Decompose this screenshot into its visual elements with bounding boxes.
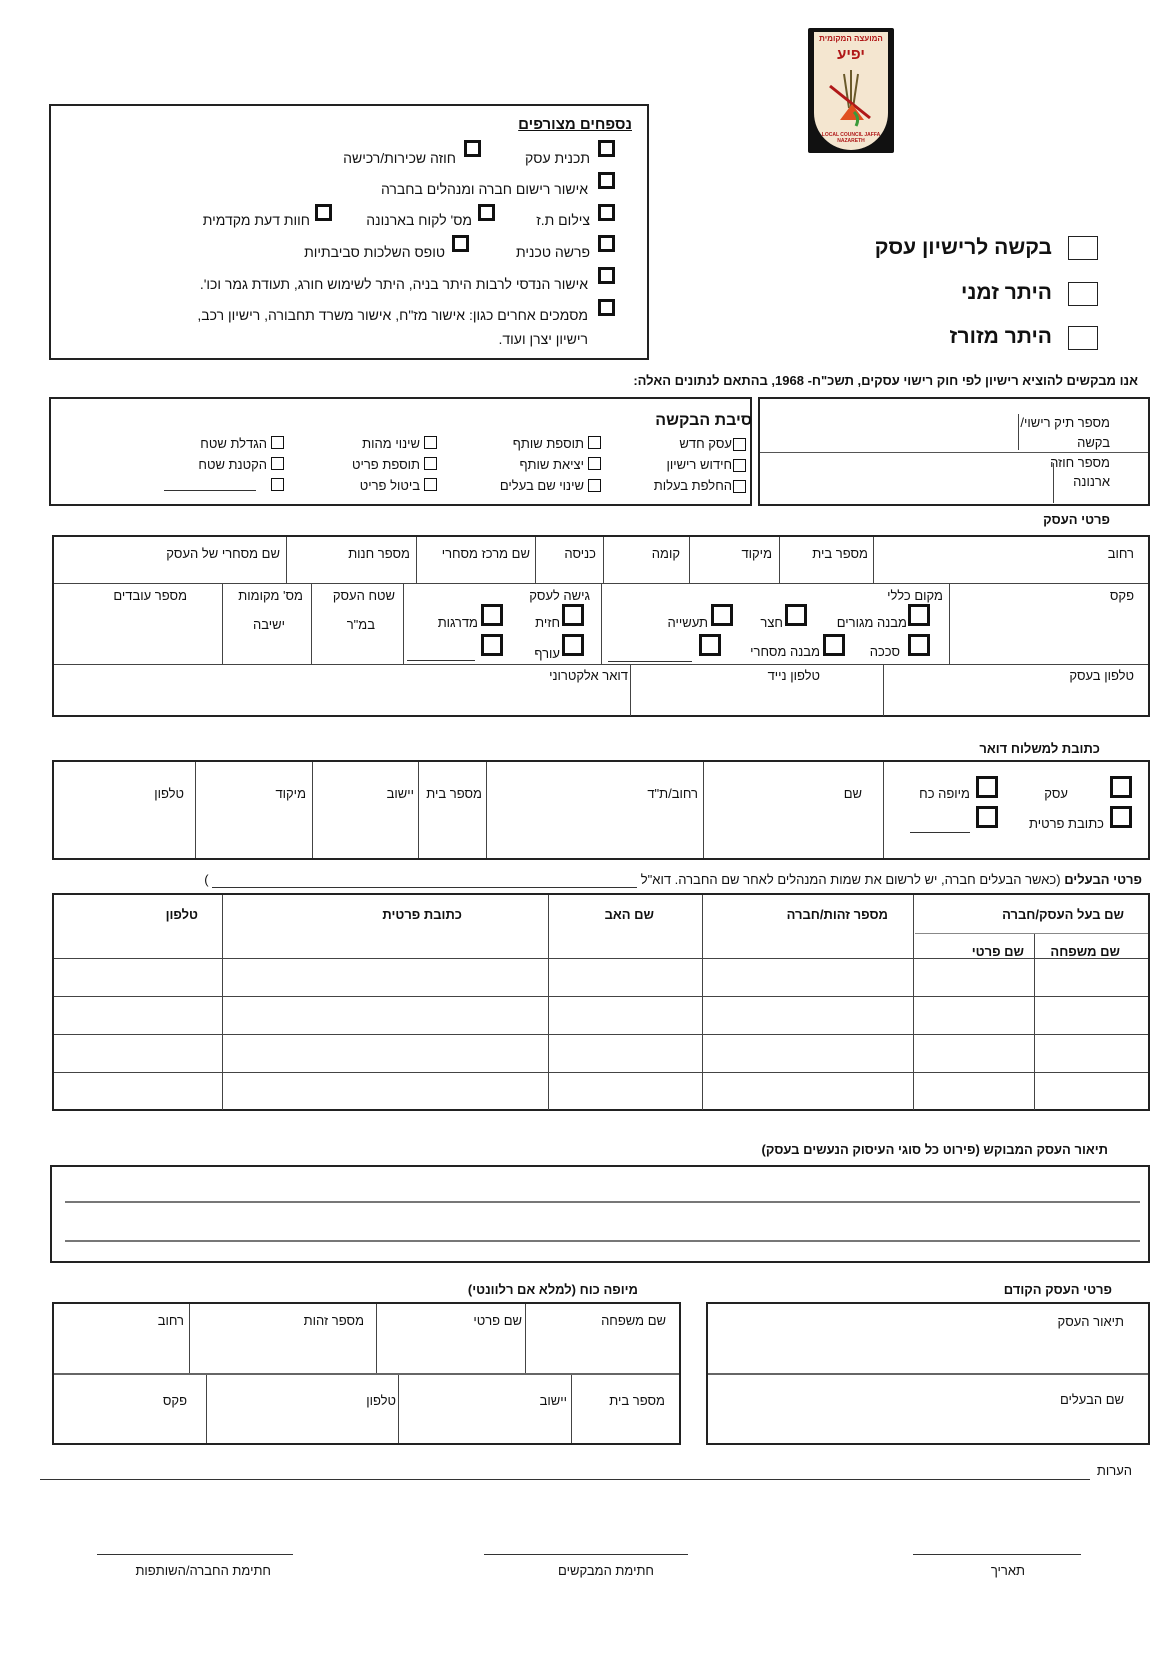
mail-to-private-label: כתובת פרטית: [1028, 816, 1104, 831]
reason-new-business-label: עסק חדש: [679, 436, 732, 451]
col-divider: [376, 1304, 377, 1373]
mail-city-label: יישוב: [386, 786, 414, 801]
previous-business-divider: [708, 1373, 1148, 1375]
col-divider: [779, 537, 780, 583]
col-divider: [571, 1375, 572, 1443]
location-yard-checkbox[interactable]: [785, 604, 807, 626]
other-documents-label-cont: רישיון יצרן ועוד.: [498, 331, 588, 347]
mail-to-private-checkbox[interactable]: [1110, 806, 1132, 828]
location-residential-label: מבנה מגורים: [836, 615, 907, 630]
owners-name-header: שם בעל העסק/חברה: [1002, 907, 1124, 922]
file-numbers-divider: [760, 452, 1148, 453]
mail-to-business-checkbox[interactable]: [1110, 776, 1132, 798]
company-registration-label: אישור רישום חברה ומנהלים בחברה: [380, 181, 588, 197]
owners-email-input[interactable]: [212, 872, 637, 888]
id-copy-label: צילום ת.ז: [536, 212, 590, 228]
owners-subheader-divider: [915, 933, 1148, 934]
company-signature-label: חתימת החברה/השותפות: [135, 1563, 271, 1578]
owners-table-row[interactable]: [54, 998, 1148, 1033]
location-commercial-checkbox[interactable]: [823, 634, 845, 656]
owners-phone-header: טלפון: [165, 907, 198, 922]
location-shed-label: סככה: [869, 644, 900, 659]
expedited-permit-checkbox[interactable]: [1068, 326, 1098, 350]
location-industry-checkbox[interactable]: [711, 604, 733, 626]
owners-row-divider: [54, 1034, 1148, 1035]
col-divider: [601, 584, 602, 664]
mail-to-business-label: עסק: [1044, 786, 1068, 801]
request-license-checkbox[interactable]: [1068, 236, 1098, 260]
reason-ownership-change-label: החלפת בעלות: [653, 478, 732, 493]
reason-area-increase-label: הגדלת שטח: [200, 436, 267, 451]
reason-add-item-label: תוספת פריט: [351, 457, 420, 472]
license-file-input[interactable]: [762, 400, 1014, 448]
street-label: רחוב: [1107, 546, 1134, 561]
reason-nature-change-label: שינוי מהות: [362, 436, 420, 451]
proxy-row-divider: [54, 1373, 679, 1375]
temp-permit-checkbox[interactable]: [1068, 282, 1098, 306]
trade-name-label: שם מסחרי של העסק: [166, 546, 280, 561]
arnona-contract-label-line1: מספר חוזה: [1050, 455, 1110, 470]
mail-to-proxy-label: מיופה כח: [919, 786, 970, 801]
reason-renewal-label: חידוש רישיון: [666, 457, 732, 472]
temp-permit-label: היתר זמני: [960, 281, 1052, 304]
business-description-title: תיאור העסק המבוקש (פירוט כל סוגי העיסוק הנעשים בעסק): [761, 1142, 1108, 1157]
col-divider: [189, 1304, 190, 1373]
council-logo: [808, 28, 894, 153]
col-divider: [603, 537, 604, 583]
reason-nature-change-checkbox[interactable]: [424, 436, 437, 449]
location-other-input[interactable]: [608, 661, 692, 662]
license-file-label-line2: בקשה: [1077, 435, 1110, 450]
arnona-contract-label-line2: ארנונה: [1073, 474, 1110, 489]
logo-council-name: המועצה המקומית: [819, 34, 883, 43]
col-divider: [486, 762, 487, 858]
previous-owners-label: שם הבעלים: [1059, 1392, 1124, 1407]
reason-area-increase-checkbox[interactable]: [271, 436, 284, 449]
previous-business-title: פרטי העסק הקודם: [1003, 1282, 1112, 1297]
col-divider: [525, 1304, 526, 1373]
col-divider: [398, 1375, 399, 1443]
col-divider: [206, 1375, 207, 1443]
business-details-title: פרטי העסק: [1043, 512, 1110, 527]
reason-owner-name-change-label: שינוי שם בעלים: [499, 478, 584, 493]
employees-label: מספר עובדים: [113, 588, 187, 603]
location-other-checkbox[interactable]: [699, 634, 721, 656]
shop-number-label: מספר חנות: [348, 546, 410, 561]
license-file-divider: [1018, 414, 1019, 450]
mailing-address-title: כתובת למשלוח דואר: [979, 741, 1100, 756]
date-label: תאריך: [990, 1563, 1025, 1578]
col-divider: [883, 664, 884, 716]
col-divider: [630, 664, 631, 716]
email-input[interactable]: [56, 685, 626, 713]
license-file-label-line1: מספר תיק רישוי/: [1020, 415, 1110, 430]
reason-ownership-change-checkbox[interactable]: [733, 480, 746, 493]
reason-owner-name-change-checkbox[interactable]: [588, 479, 601, 492]
proxy-city-label: יישוב: [539, 1393, 567, 1408]
reason-area-decrease-checkbox[interactable]: [271, 457, 284, 470]
notes-label: הערות: [1096, 1463, 1132, 1478]
lease-contract-label: חוזה שכירות/רכישה: [343, 150, 456, 166]
other-documents-checkbox[interactable]: [598, 299, 615, 316]
business-phone-input[interactable]: [886, 685, 1096, 713]
access-label: גישה לעסק: [529, 588, 590, 603]
description-line-2[interactable]: [65, 1240, 1140, 1242]
owners-id-header: מספר זהות/חברה: [786, 907, 888, 922]
environmental-form-checkbox[interactable]: [452, 235, 469, 252]
col-divider: [883, 762, 884, 858]
arnona-contract-input[interactable]: [762, 456, 1050, 502]
floor-label: קומה: [651, 546, 680, 561]
business-area-unit: במ"ר: [346, 617, 375, 632]
location-commercial-label: מבנה מסחרי: [750, 644, 820, 659]
location-shed-checkbox[interactable]: [908, 634, 930, 656]
fax-label: פקס: [1109, 588, 1134, 603]
engineering-approval-label: אישור הנדסי לרבות היתר בניה, היתר לשימוש חורג, תעודת גמר וכו'.: [199, 276, 588, 292]
col-divider: [416, 537, 417, 583]
business-description-box: [50, 1165, 1150, 1263]
entrance-label: כניסה: [564, 546, 596, 561]
mail-zip-label: מיקוד: [275, 786, 306, 801]
owners-address-header: כתובת פרטית: [382, 907, 462, 922]
owners-table-row[interactable]: [54, 1074, 1148, 1109]
mail-to-other-input[interactable]: [910, 832, 970, 833]
attachments-title: נספחים מצורפים: [518, 116, 632, 133]
col-divider: [418, 762, 419, 858]
owners-firstname-subheader: שם פרטי: [971, 944, 1024, 959]
technical-brief-checkbox[interactable]: [598, 235, 615, 252]
owners-lastname-subheader: שם משפחה: [1050, 944, 1120, 959]
col-divider: [286, 537, 287, 583]
company-registration-checkbox[interactable]: [598, 172, 615, 189]
owners-row-divider: [54, 1072, 1148, 1073]
col-divider: [535, 537, 536, 583]
expedited-permit-label: היתר מזורז: [949, 325, 1052, 348]
request-reason-title: סיבת הבקשה: [655, 412, 752, 429]
date-input[interactable]: [913, 1554, 1081, 1555]
logo-caption: LOCAL COUNCIL JAFFA NAZARETH: [821, 132, 881, 144]
owners-row-divider: [54, 996, 1148, 997]
business-area-label: שטח העסק: [332, 588, 395, 603]
id-copy-checkbox[interactable]: [598, 204, 615, 221]
owners-title-bold: פרטי הבעלים: [1064, 872, 1142, 887]
reason-partner-exit-label: יציאת שותף: [519, 457, 584, 472]
previous-owners-input[interactable]: [710, 1410, 1146, 1442]
business-plan-checkbox[interactable]: [598, 140, 615, 157]
access-other-input[interactable]: [407, 660, 475, 661]
reason-add-item-checkbox[interactable]: [424, 457, 437, 470]
mail-to-proxy-checkbox[interactable]: [976, 776, 998, 798]
zip-label: מיקוד: [741, 546, 772, 561]
location-residential-checkbox[interactable]: [908, 604, 930, 626]
access-stairs-checkbox[interactable]: [481, 604, 503, 626]
commercial-center-label: שם מרכז מסחרי: [441, 546, 530, 561]
proxy-phone-label: טלפון: [366, 1393, 396, 1408]
mail-street-label: רחוב/ת"ד: [647, 786, 698, 801]
preliminary-opinion-label: חוות דעת מקדמית: [202, 212, 310, 228]
reason-partner-exit-checkbox[interactable]: [588, 457, 601, 470]
reason-other-checkbox[interactable]: [271, 478, 284, 491]
owners-table-row[interactable]: [54, 1036, 1148, 1071]
col-divider: [689, 537, 690, 583]
preliminary-opinion-checkbox[interactable]: [315, 204, 332, 221]
description-line-1[interactable]: [65, 1201, 1140, 1203]
reason-cancel-item-label: ביטול פריט: [359, 478, 420, 493]
applicants-signature-input[interactable]: [484, 1554, 688, 1555]
reason-new-business-checkbox[interactable]: [733, 438, 746, 451]
notes-input[interactable]: [40, 1479, 1090, 1480]
street-input[interactable]: [876, 562, 1096, 580]
seats-label-cont: ישיבה: [253, 617, 285, 632]
access-stairs-label: מדרגות: [437, 615, 478, 630]
proxy-fax-label: פקס: [162, 1393, 187, 1408]
seats-label: מס' מקומות: [238, 588, 303, 603]
col-divider: [403, 584, 404, 664]
col-divider: [222, 584, 223, 664]
mail-name-label: שם: [843, 786, 862, 801]
engineering-approval-checkbox[interactable]: [598, 267, 615, 284]
company-signature-input[interactable]: [97, 1554, 293, 1555]
owners-title-note: (כאשר הבעלים חברה, יש לרשום את שמות המנהלים לאחר שם החברה. דוא"ל: [640, 872, 1061, 887]
owners-table-row[interactable]: [54, 960, 1148, 995]
lease-contract-checkbox[interactable]: [464, 140, 481, 157]
access-front-label: חזית: [535, 615, 560, 630]
applicants-signature-label: חתימת המבקשים: [558, 1563, 654, 1578]
access-rear-label: עורף: [534, 646, 560, 661]
other-documents-label: מסמכים אחרים כגון: אישור מז"ח, אישור משרד תחבורה, רישיון רכב,: [197, 307, 588, 323]
proxy-house-number-label: מספר בית: [609, 1393, 665, 1408]
reason-other-input[interactable]: [164, 490, 256, 491]
business-row2-divider: [54, 664, 1148, 665]
technical-brief-label: פרשה טכנית: [516, 244, 590, 260]
previous-description-label: תיאור העסק: [1057, 1314, 1124, 1329]
proxy-id-label: מספר זהות: [303, 1313, 364, 1328]
owners-title: [204, 872, 1142, 888]
logo-emblem-icon: [822, 68, 880, 128]
reason-area-decrease-label: הקטנת שטח: [198, 457, 267, 472]
col-divider: [949, 584, 950, 664]
access-front-checkbox[interactable]: [562, 604, 584, 626]
mobile-phone-input[interactable]: [633, 685, 881, 713]
owners-father-header: שם האב: [604, 907, 654, 922]
arnona-customer-checkbox[interactable]: [478, 204, 495, 221]
access-other-checkbox[interactable]: [481, 634, 503, 656]
previous-description-input[interactable]: [710, 1332, 1146, 1370]
access-rear-checkbox[interactable]: [562, 634, 584, 656]
arnona-customer-label: מס' לקוח בארנונה: [366, 212, 472, 228]
col-divider: [311, 584, 312, 664]
col-divider: [312, 762, 313, 858]
reason-cancel-item-checkbox[interactable]: [424, 478, 437, 491]
reason-add-partner-checkbox[interactable]: [588, 436, 601, 449]
environmental-form-label: טופס השלכות סביבתיות: [304, 244, 445, 260]
location-industry-label: תעשייה: [667, 615, 708, 630]
proxy-street-label: רחוב: [157, 1313, 184, 1328]
email-label: דואר אלקטרוני: [549, 668, 628, 683]
general-location-label: מקום כללי: [887, 588, 943, 603]
location-yard-label: חצר: [760, 615, 783, 630]
logo-town: יפיע: [837, 46, 865, 63]
business-phone-label: טלפון בעסק: [1069, 668, 1134, 683]
proxy-title: מיופה כוח (למלא אם רלוונטי): [467, 1282, 638, 1297]
col-divider: [195, 762, 196, 858]
intro-text: אנו מבקשים להוציא רישיון לפי חוק רישוי עסקים, תשכ"ח- 1968, בהתאם לנתונים האלה:: [633, 373, 1138, 388]
proxy-firstname-label: שם פרטי: [473, 1313, 522, 1328]
col-divider: [873, 537, 874, 583]
request-license-label: בקשה לרישיון עסק: [874, 236, 1052, 259]
owners-title-end: ): [204, 872, 209, 887]
reason-add-partner-label: תוספת שותף: [512, 436, 584, 451]
mail-house-number-label: מספר בית: [426, 786, 482, 801]
mobile-phone-label: טלפון נייד: [767, 668, 820, 683]
col-divider: [703, 762, 704, 858]
house-number-label: מספר בית: [812, 546, 868, 561]
mail-phone-label: טלפון: [154, 786, 184, 801]
proxy-lastname-label: שם משפחה: [601, 1313, 666, 1328]
mail-to-other-checkbox[interactable]: [976, 806, 998, 828]
reason-renewal-checkbox[interactable]: [733, 459, 746, 472]
business-plan-label: תכנית עסק: [525, 150, 590, 166]
